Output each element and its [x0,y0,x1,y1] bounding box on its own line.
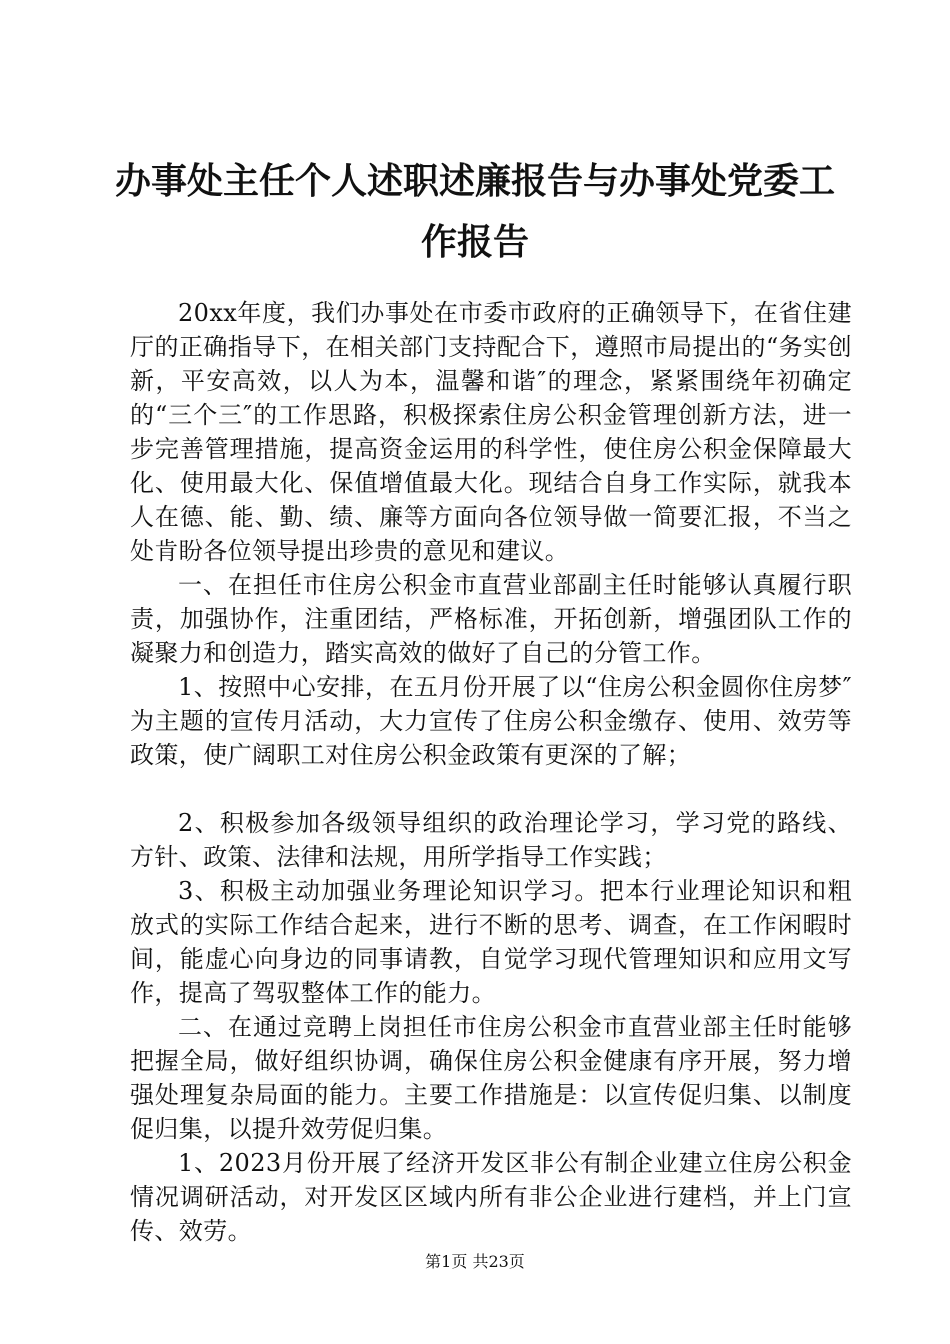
page-number-footer: 第1页 共23页 [425,1252,525,1271]
paragraph-item-1-2: 2、积极参加各级领导组织的政治理论学习，学习党的路线、方针、政策、法律和法规，用所学指导工作实践； [130,809,852,871]
paragraph-item-1-1: 1、按照中心安排，在五月份开展了以“住房公积金圆你住房梦″为主题的宣传月活动，大力宣传了住房公积金缴存、使用、效劳等政策，使广阔职工对住房公积金政策有更深的了解； [130,673,852,769]
document-title-line-2: 作报告 [420,222,529,263]
document-body [130,296,852,1248]
paragraph-section-2: 二、在通过竞聘上岗担任市住房公积金市直营业部主任时能够把握全局，做好组织协调，确保住房公积金健康有序开展，努力增强处理复杂局面的能力。主要工作措施是：以宣传促归集、以制度促归集，以提升效劳促归集。 [130,1013,852,1143]
paragraph-item-2-1: 1、2023月份开展了经济开发区非公有制企业建立住房公积金情况调研活动，对开发区区域内所有非公企业进行建档，并上门宣传、效劳。 [130,1149,852,1245]
paragraph-intro: 20xx年度，我们办事处在市委市政府的正确领导下，在省住建厅的正确指导下，在相关部门支持配合下，遵照市局提出的“务实创新，平安高效，以人为本，温馨和谐″的理念，紧紧围绕年初确定的“三个三″的工作思路，积极探索住房公积金管理创新方法，进一步完善管理措施，提高资金运用的科学性，使住房公积金保障最大化、使用最大化、保值增值最大化。现结合自身工作实际，就我本人在德、能、勤、绩、廉等方面向各位领导做一简要汇报，不当之处肯盼各位领导提出珍贵的意见和建议。 [130,299,852,565]
document-title-line-1: 办事处主任个人述职述廉报告与办事处党委工 [114,161,835,202]
paragraph-item-1-3: 3、积极主动加强业务理论知识学习。把本行业理论知识和粗放式的实际工作结合起来，进行不断的思考、调查，在工作闲暇时间，能虚心向身边的同事请教，自觉学习现代管理知识和应用文写作，提高了驾驭整体工作的能力。 [130,877,852,1007]
paragraph-section-1: 一、在担任市住房公积金市直营业部副主任时能够认真履行职责，加强协作，注重团结，严格标准，开拓创新，增强团队工作的凝聚力和创造力，踏实高效的做好了自己的分管工作。 [130,571,852,667]
